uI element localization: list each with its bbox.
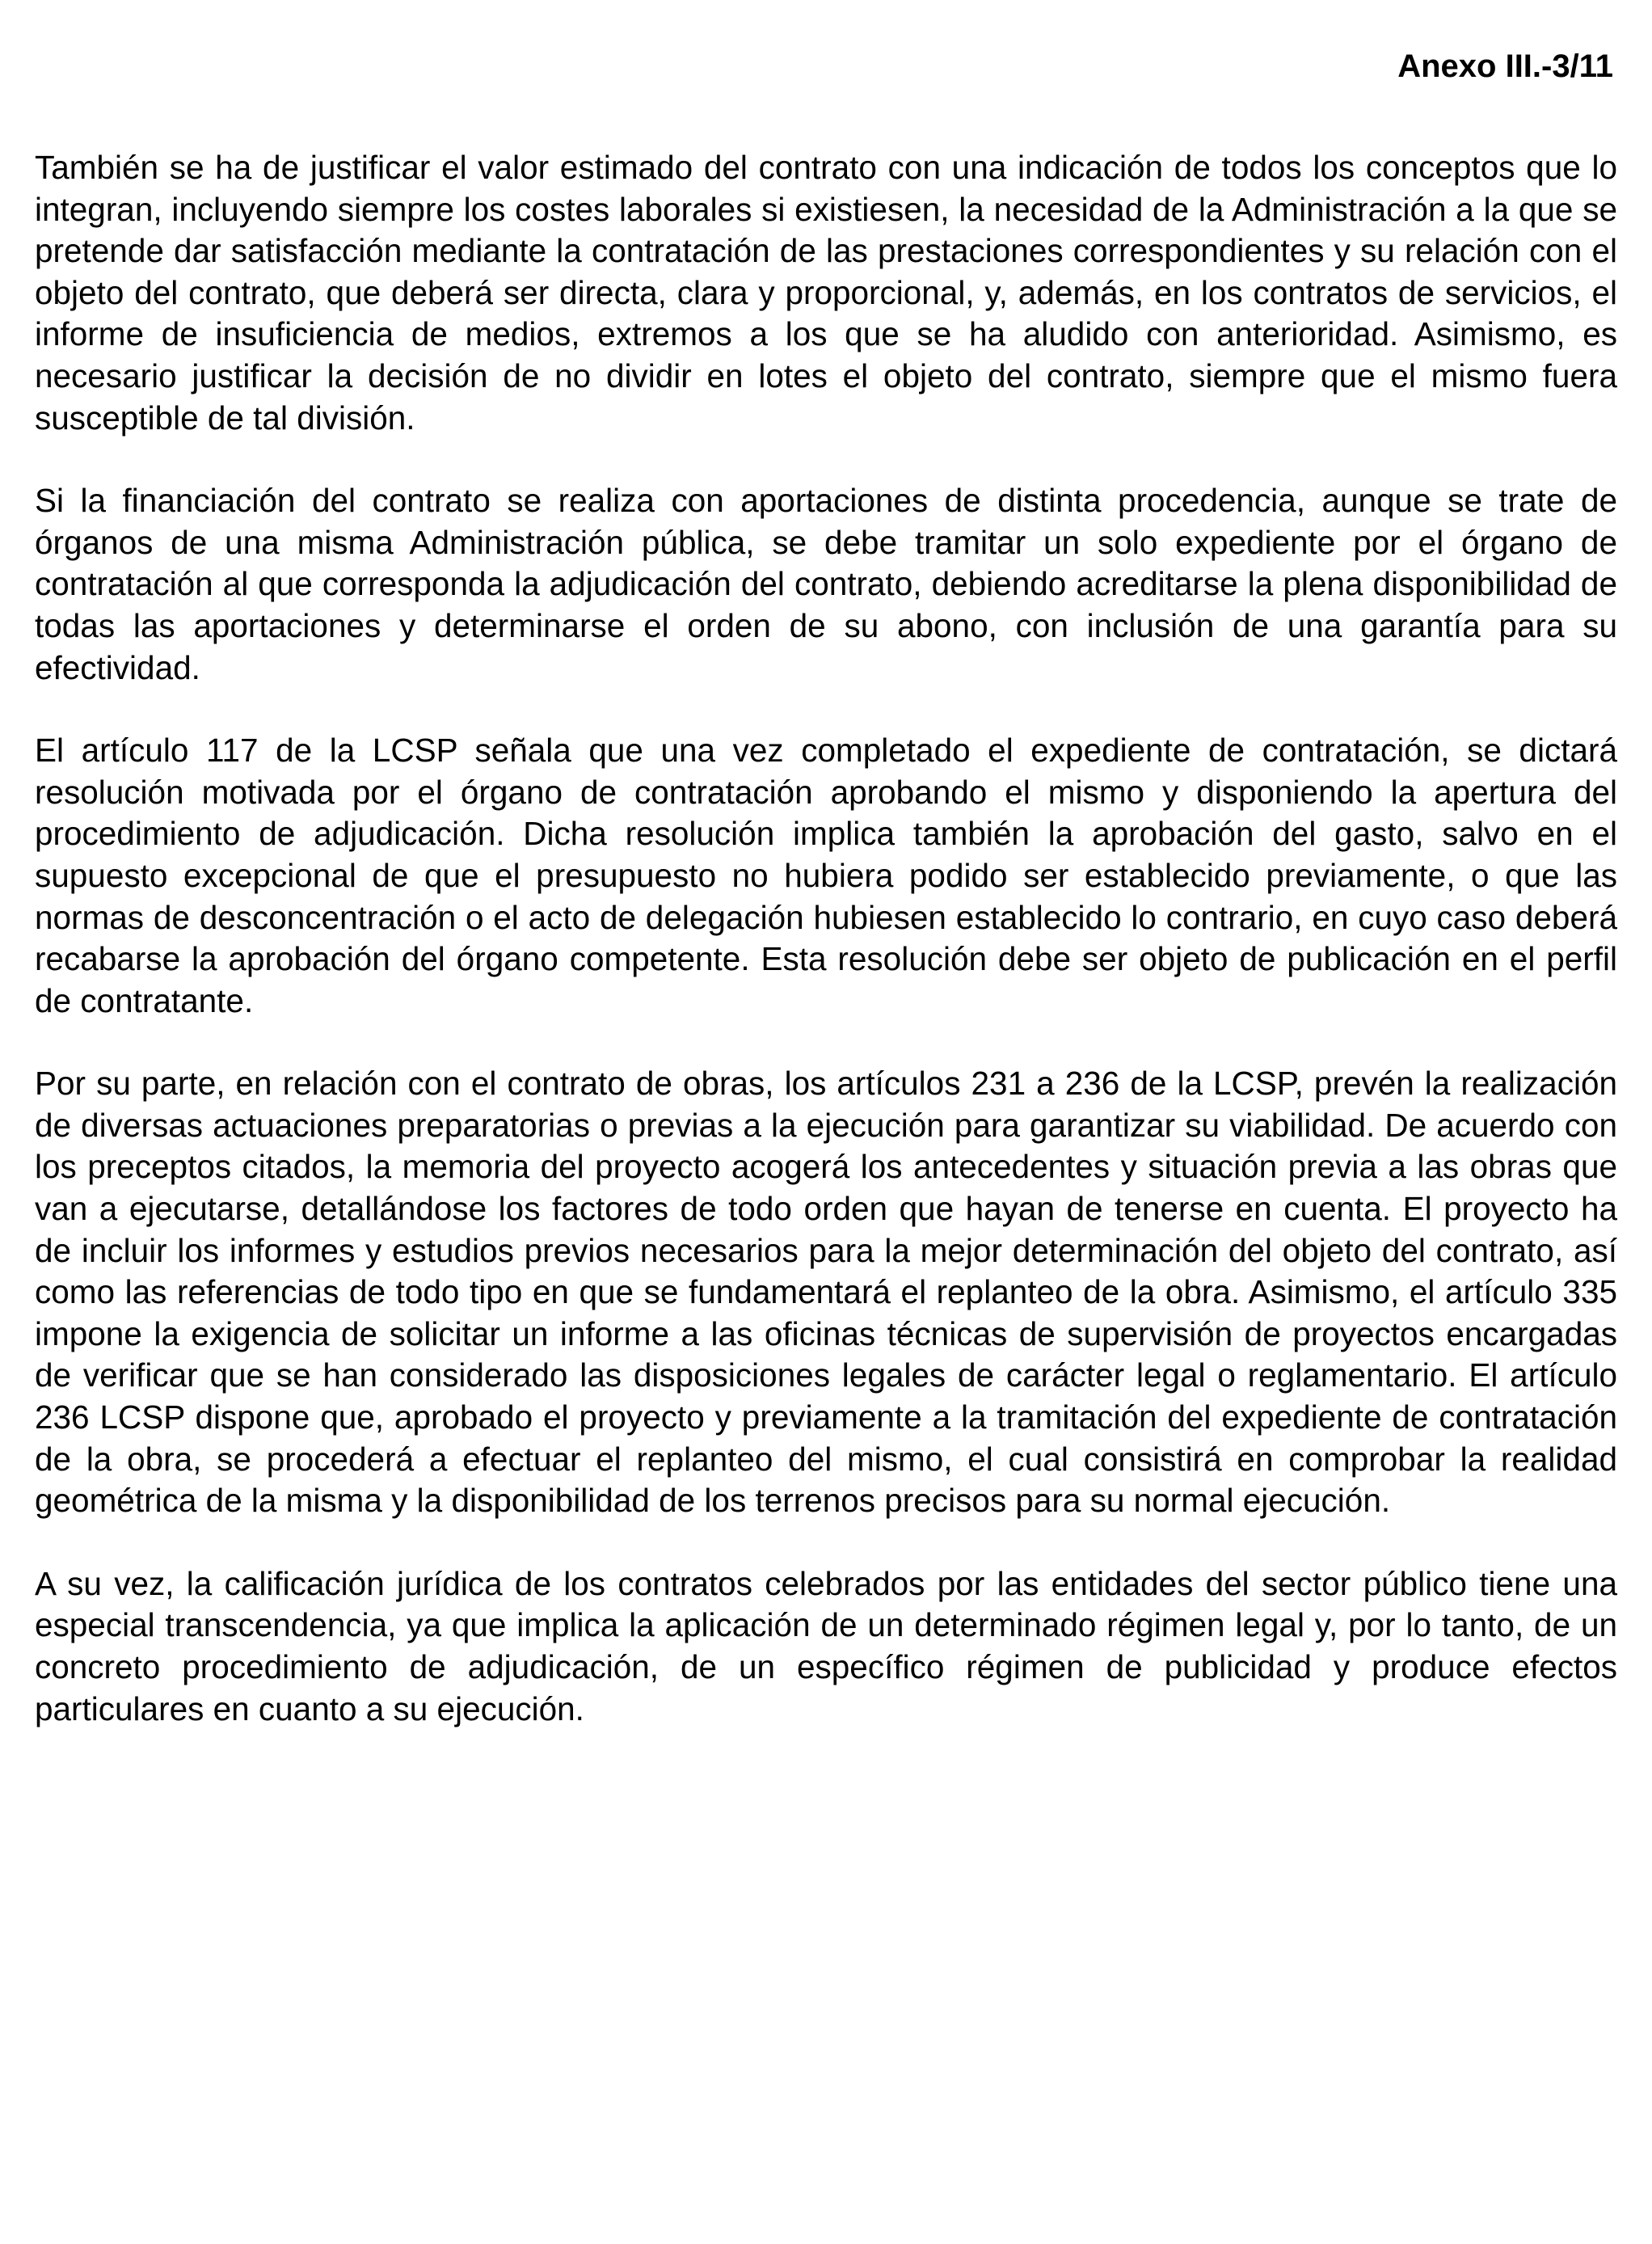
paragraph-calificacion-juridica: A su vez, la calificación jurídica de los contratos celebrados por las entidades del sector público tiene una especial transcendencia, ya que implica la aplicación de un determinado régimen legal y, por lo tanto, de un concreto procedimiento de adjudicación, de un específico régimen de publicidad y produce efectos particulares en cuanto a su ejecución.	[35, 1564, 1617, 1727]
paragraph-contrato-de-obras: Por su parte, en relación con el contrato de obras, los artículos 231 a 236 de la LCSP, prevén la realización de diversas actuaciones preparatorias o previas a la ejecución para garantizar su viabilidad. De acuerdo con los preceptos citados, la memoria del proyecto acogerá los antecedentes y situación previa a las obras que van a ejecutarse, detallándose los factores de todo orden que hayan de tenerse en cuenta. El proyecto ha de incluir los informes y estudios previos necesarios para la mejor determinación del objeto del contrato, así como las referencias de todo tipo en que se fundamentará el replanteo de la obra. Asimismo, el artículo 335 impone la exigencia de solicitar un informe a las oficinas técnicas de supervisión de proyectos encargadas de verificar que se han considerado las disposiciones legales de carácter legal o reglamentario. El artículo 236 LCSP dispone que, aprobado el proyecto y previamente a la tramitación del expediente de contratación de la obra, se procederá a efectuar el replanteo del mismo, el cual consistirá en comprobar la realidad geométrica de la misma y la disponibilidad de los terrenos precisos para su normal ejecución.	[35, 1065, 1617, 1520]
page-header: Anexo III.-3/11	[1397, 49, 1613, 84]
document-body	[35, 147, 1617, 1771]
paragraph-financiacion-aportaciones: Si la financiación del contrato se realiza con aportaciones de distinta procedencia, aunque se trate de órganos de una misma Administración pública, se debe tramitar un solo expediente por el órgano de contratación al que corresponda la adjudicación del contrato, debiendo acreditarse la plena disponibilidad de todas las aportaciones y determinarse el orden de su abono, con inclusión de una garantía para su efectividad.	[35, 482, 1617, 686]
paragraph-justificacion-valor-estimado: También se ha de justificar el valor estimado del contrato con una indicación de todos los conceptos que lo integran, incluyendo siempre los costes laborales si existiesen, la necesidad de la Administración a la que se pretende dar satisfacción mediante la contratación de las prestaciones correspondientes y su relación con el objeto del contrato, que deberá ser directa, clara y proporcional, y, además, en los contratos de servicios, el informe de insuficiencia de medios, extremos a los que se ha aludido con anterioridad. Asimismo, es necesario justificar la decisión de no dividir en lotes el objeto del contrato, siempre que el mismo fuera susceptible de tal división.	[35, 149, 1617, 437]
paragraph-articulo-117: El artículo 117 de la LCSP señala que una vez completado el expediente de contratación, se dictará resolución motivada por el órgano de contratación aprobando el mismo y disponiendo la apertura del procedimiento de adjudicación. Dicha resolución implica también la aprobación del gasto, salvo en el supuesto excepcional de que el presupuesto no hubiera podido ser establecido previamente, o que las normas de desconcentración o el acto de delegación hubiesen establecido lo contrario, en cuyo caso deberá recabarse la aprobación del órgano competente. Esta resolución debe ser objeto de publicación en el perfil de contratante.	[35, 732, 1617, 1019]
